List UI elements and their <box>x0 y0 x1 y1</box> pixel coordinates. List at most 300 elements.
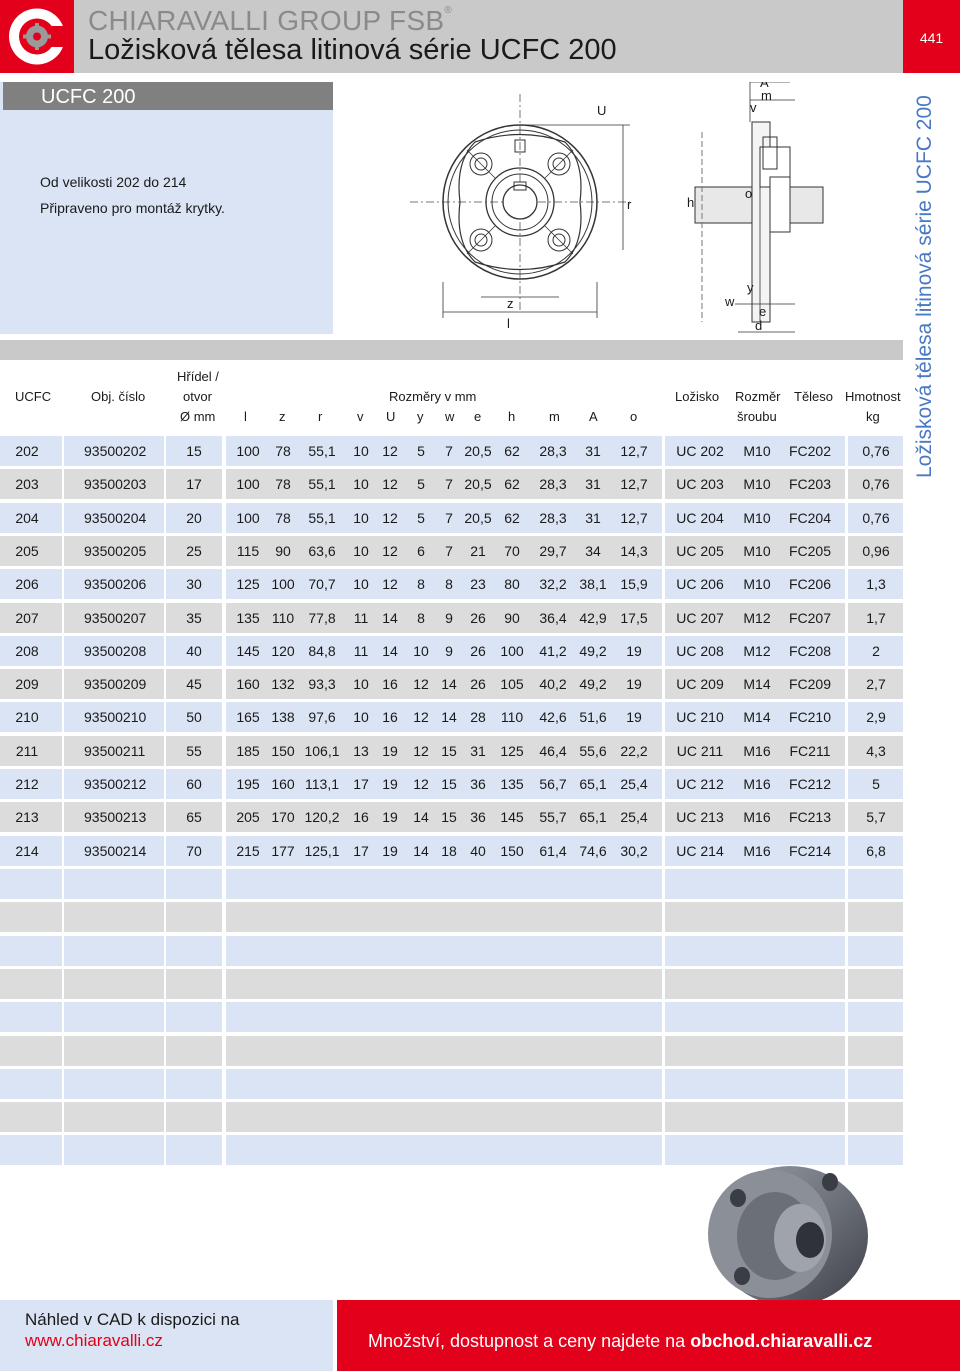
cell-dim-h: 150 <box>500 842 524 859</box>
cell-background <box>0 1002 62 1032</box>
cell-housing: FC211 <box>789 742 831 759</box>
label-h: h <box>687 195 695 210</box>
size-range-note: Od velikosti 202 do 214 <box>40 174 187 190</box>
cell-bolt-size: M10 <box>743 443 771 459</box>
cell-dim-w: 14 <box>441 676 457 693</box>
cell-dim-m: 36,4 <box>539 609 567 626</box>
cell-weight: 2,9 <box>866 709 886 726</box>
cell-bearing: UC 214 <box>676 842 724 859</box>
cell-bearing: UC 205 <box>676 542 724 559</box>
cell-ucfc: 205 <box>15 542 39 559</box>
cell-dim-e: 23 <box>470 576 486 593</box>
table-row <box>0 802 903 832</box>
cell-dim-U: 19 <box>382 742 398 759</box>
side-view <box>695 82 823 332</box>
cell-dim-l: 205 <box>236 809 260 826</box>
cell-dim-o: 30,2 <box>620 842 648 859</box>
cell-dim-m: 55,7 <box>539 809 567 826</box>
col-dim-z: z <box>279 409 286 424</box>
cell-background <box>166 969 222 999</box>
cell-dim-A: 42,9 <box>579 609 607 626</box>
cell-bolt-size: M14 <box>743 676 771 693</box>
cell-dim-e: 40 <box>470 842 486 859</box>
cell-housing: FC202 <box>788 443 832 459</box>
cell-ucfc: 213 <box>15 809 39 826</box>
cell-dim-w: 7 <box>445 509 453 526</box>
col-ucfc: UCFC <box>15 389 52 404</box>
cell-shaft-bore: 50 <box>186 709 202 726</box>
cell-dim-U: 12 <box>382 476 398 493</box>
cell-bolt-size: M12 <box>743 642 771 659</box>
cell-housing: FC209 <box>788 676 832 693</box>
table-row <box>0 636 903 666</box>
cell-background <box>0 936 62 966</box>
cell-dim-r: 106,1 <box>304 742 340 759</box>
page-number: 441 <box>903 0 960 73</box>
cell-dim-w: 15 <box>441 776 457 792</box>
cell-dim-w: 7 <box>445 542 453 559</box>
cell-dim-l: 145 <box>236 642 260 659</box>
cell-dim-l: 195 <box>236 776 260 792</box>
cell-dim-e: 20,5 <box>464 476 492 493</box>
cell-housing: FC206 <box>788 576 832 593</box>
cell-background <box>166 1102 222 1132</box>
col-rozmery: Rozměry v mm <box>389 389 477 404</box>
cell-shaft-bore: 15 <box>186 443 202 459</box>
cell-background <box>665 869 845 899</box>
header-band <box>0 340 903 360</box>
cell-housing: FC204 <box>788 509 832 526</box>
cell-dim-z: 160 <box>271 776 295 792</box>
cell-dim-l: 160 <box>236 676 260 693</box>
cell-background <box>226 869 662 899</box>
cell-background <box>226 1002 662 1032</box>
cell-dim-y: 10 <box>413 642 429 659</box>
cell-dim-A: 65,1 <box>579 776 607 792</box>
cell-bolt-size: M16 <box>743 742 771 759</box>
empty-row <box>0 936 903 966</box>
cell-order-number: 93500209 <box>84 676 147 693</box>
cell-dim-r: 97,6 <box>308 709 336 726</box>
label-y: y <box>747 280 754 295</box>
cell-background <box>226 1069 662 1099</box>
cell-shaft-bore: 65 <box>186 809 202 826</box>
cell-dim-o: 19 <box>626 709 642 726</box>
cell-background <box>848 969 903 999</box>
cell-background <box>665 936 845 966</box>
cell-shaft-bore: 17 <box>186 476 202 493</box>
cell-dim-z: 100 <box>271 576 295 593</box>
cell-housing: FC210 <box>788 709 832 726</box>
cell-order-number: 93500204 <box>84 509 147 526</box>
label-m: m <box>761 88 772 103</box>
cell-weight: 4,3 <box>866 742 886 759</box>
cell-background <box>226 902 662 932</box>
cell-dim-e: 26 <box>470 642 486 659</box>
cell-dim-z: 150 <box>271 742 295 759</box>
col-obj: Obj. číslo <box>91 389 146 404</box>
cell-dim-w: 7 <box>445 443 453 459</box>
cell-dim-e: 21 <box>470 542 486 559</box>
cell-dim-m: 46,4 <box>539 742 567 759</box>
cell-weight: 2,7 <box>866 676 886 693</box>
bearing-housing-photo <box>560 1158 903 1300</box>
cell-dim-h: 70 <box>504 542 520 559</box>
cell-order-number: 93500205 <box>84 542 147 559</box>
cell-housing: FC213 <box>788 809 832 826</box>
panel-title: UCFC 200 <box>3 82 333 110</box>
cell-ucfc: 203 <box>15 476 39 493</box>
cell-shaft-bore: 60 <box>186 776 202 792</box>
cell-dim-U: 16 <box>382 709 398 726</box>
cell-dim-v: 17 <box>353 842 369 859</box>
cell-dim-l: 100 <box>236 509 260 526</box>
cell-ucfc: 202 <box>15 443 39 459</box>
cell-dim-y: 8 <box>417 609 425 626</box>
label-v: v <box>750 100 757 115</box>
cell-dim-U: 19 <box>382 776 398 792</box>
cell-dim-o: 19 <box>626 676 642 693</box>
empty-row <box>0 1069 903 1099</box>
col-dim-h: h <box>508 409 516 424</box>
cell-dim-A: 49,2 <box>579 642 607 659</box>
cell-dim-A: 38,1 <box>579 576 607 593</box>
cell-weight: 1,3 <box>866 576 886 593</box>
cell-dim-h: 80 <box>504 576 520 593</box>
cell-order-number: 93500212 <box>84 776 147 792</box>
cell-dim-z: 78 <box>275 443 291 459</box>
cell-dim-v: 13 <box>353 742 369 759</box>
cell-dim-h: 62 <box>504 476 520 493</box>
cell-background <box>848 869 903 899</box>
cell-background <box>0 969 62 999</box>
cell-background <box>64 1135 164 1165</box>
cell-dim-A: 65,1 <box>579 809 607 826</box>
table-row <box>0 702 903 732</box>
cell-ucfc: 209 <box>15 676 39 693</box>
cell-dim-y: 14 <box>413 842 429 859</box>
cell-dim-r: 125,1 <box>304 842 340 859</box>
cell-background <box>665 1069 845 1099</box>
cell-dim-z: 110 <box>271 609 295 626</box>
cell-dim-e: 36 <box>470 776 486 792</box>
cell-dim-o: 25,4 <box>620 809 648 826</box>
cell-order-number: 93500211 <box>84 742 146 759</box>
cell-dim-r: 63,6 <box>308 542 336 559</box>
cell-background <box>0 902 62 932</box>
cell-dim-r: 77,8 <box>308 609 336 626</box>
cad-link[interactable]: www.chiaravalli.cz <box>25 1331 163 1350</box>
cell-weight: 0,96 <box>862 542 890 559</box>
empty-row <box>0 902 903 932</box>
cell-dim-U: 14 <box>382 609 398 626</box>
cell-dim-e: 31 <box>470 742 486 759</box>
cell-dim-A: 51,6 <box>579 709 607 726</box>
cell-weight: 0,76 <box>862 476 890 493</box>
cell-dim-U: 19 <box>382 809 398 826</box>
cell-dim-v: 10 <box>353 476 369 493</box>
cell-dim-h: 100 <box>500 642 524 659</box>
table-row <box>0 536 903 566</box>
table-row <box>0 836 903 866</box>
cell-dim-m: 28,3 <box>539 509 567 526</box>
cell-dim-z: 132 <box>271 676 295 693</box>
table-row <box>0 436 903 466</box>
cell-bearing: UC 208 <box>676 642 724 659</box>
cell-order-number: 93500214 <box>84 842 147 859</box>
cell-ucfc: 208 <box>15 642 39 659</box>
cell-dim-r: 55,1 <box>308 509 336 526</box>
cell-dim-y: 8 <box>417 576 425 593</box>
col-dim-v: v <box>357 409 364 424</box>
cell-bolt-size: M10 <box>743 542 771 559</box>
cell-dim-A: 49,2 <box>579 676 607 693</box>
cell-dim-o: 12,7 <box>620 443 648 459</box>
cell-background <box>848 1002 903 1032</box>
cell-dim-U: 19 <box>382 842 398 859</box>
col-hmotnost-line1: Hmotnost <box>845 389 901 404</box>
cell-background <box>848 1036 903 1066</box>
cell-ucfc: 211 <box>15 742 39 759</box>
cell-dim-v: 10 <box>353 576 369 593</box>
cell-shaft-bore: 70 <box>186 842 202 859</box>
cell-dim-z: 78 <box>275 476 291 493</box>
cell-background <box>226 936 662 966</box>
cell-shaft-bore: 45 <box>186 676 202 693</box>
cell-dim-z: 78 <box>275 509 291 526</box>
cell-shaft-bore: 20 <box>186 509 202 526</box>
cell-background <box>0 1102 62 1132</box>
empty-row <box>0 1036 903 1066</box>
cell-dim-w: 14 <box>441 709 457 726</box>
cell-dim-l: 135 <box>236 609 260 626</box>
cell-dim-m: 40,2 <box>539 676 567 693</box>
cell-dim-z: 90 <box>275 542 291 559</box>
col-teleso: Těleso <box>794 389 834 404</box>
cell-background <box>226 1036 662 1066</box>
cell-bearing: UC 207 <box>676 609 724 626</box>
cell-dim-v: 17 <box>353 776 369 792</box>
cell-bolt-size: M16 <box>743 809 771 826</box>
cell-bolt-size: M14 <box>743 709 771 726</box>
cell-dim-e: 36 <box>470 809 486 826</box>
cell-dim-h: 62 <box>504 509 520 526</box>
cell-dim-w: 15 <box>441 809 457 826</box>
cell-dim-m: 41,2 <box>539 642 567 659</box>
empty-row <box>0 869 903 899</box>
cell-background <box>64 1069 164 1099</box>
cad-text: Náhled v CAD k dispozici na <box>25 1310 240 1329</box>
cell-weight: 6,8 <box>866 842 886 859</box>
cell-dim-v: 11 <box>353 609 369 626</box>
cell-shaft-bore: 40 <box>186 642 202 659</box>
cell-background <box>64 869 164 899</box>
table-row <box>0 736 903 766</box>
cell-dim-h: 105 <box>500 676 524 693</box>
cell-dim-v: 11 <box>353 642 369 659</box>
cell-dim-m: 56,7 <box>539 776 567 792</box>
cell-dim-e: 20,5 <box>464 443 492 459</box>
cell-background <box>64 969 164 999</box>
col-lozisko: Ložisko <box>675 389 720 404</box>
cell-background <box>0 1036 62 1066</box>
cell-dim-l: 100 <box>236 476 260 493</box>
cell-ucfc: 212 <box>15 776 39 792</box>
col-hmotnost-line2: kg <box>866 409 880 424</box>
label-o: o <box>745 186 753 201</box>
cell-housing: FC208 <box>788 642 832 659</box>
cell-background <box>0 869 62 899</box>
cover-ready-note: Připraveno pro montáž krytky. <box>40 200 225 216</box>
label-d: d <box>755 318 763 333</box>
empty-row <box>0 1102 903 1132</box>
cell-shaft-bore: 35 <box>186 609 202 626</box>
cell-background <box>166 869 222 899</box>
cell-dim-y: 12 <box>413 709 429 726</box>
cell-bearing: UC 203 <box>676 476 724 493</box>
cell-dim-o: 14,3 <box>620 542 648 559</box>
cell-bolt-size: M16 <box>743 776 771 792</box>
cell-dim-r: 113,1 <box>305 776 339 792</box>
cell-dim-h: 125 <box>500 742 524 759</box>
cell-dim-l: 115 <box>236 542 260 559</box>
cell-housing: FC203 <box>788 476 832 493</box>
col-dim-l: l <box>244 409 247 424</box>
cell-bearing: UC 212 <box>676 776 724 792</box>
cell-background <box>166 936 222 966</box>
side-title: Ložisková tělesa litinová série UCFC 200 <box>913 95 936 478</box>
cell-bolt-size: M10 <box>743 476 771 493</box>
col-rozmer-line2: šroubu <box>737 409 777 424</box>
cell-ucfc: 204 <box>15 509 39 526</box>
cell-background <box>64 936 164 966</box>
empty-row <box>0 969 903 999</box>
chiaravalli-logo-icon <box>0 0 74 73</box>
cell-bolt-size: M10 <box>743 509 771 526</box>
cell-background <box>848 936 903 966</box>
cell-dim-m: 28,3 <box>539 476 567 493</box>
cell-weight: 5 <box>872 776 880 792</box>
label-U: U <box>597 103 607 118</box>
col-dim-r: r <box>318 409 323 424</box>
cell-dim-y: 14 <box>413 809 429 826</box>
cell-order-number: 93500202 <box>84 443 147 459</box>
cell-dim-h: 110 <box>500 709 524 726</box>
cell-dim-e: 26 <box>470 676 486 693</box>
cell-housing: FC212 <box>788 776 832 792</box>
cell-dim-r: 55,1 <box>308 476 336 493</box>
cell-dim-A: 34 <box>585 542 601 559</box>
cell-dim-w: 8 <box>445 576 453 593</box>
table-row <box>0 669 903 699</box>
cell-background <box>848 1069 903 1099</box>
col-hridel-line2: otvor <box>183 389 212 404</box>
cell-dim-z: 177 <box>271 842 295 859</box>
shop-link[interactable]: obchod.chiaravalli.cz <box>690 1331 873 1351</box>
cell-bearing: UC 209 <box>676 676 724 693</box>
cell-background <box>665 902 845 932</box>
cell-dim-e: 28 <box>470 709 486 726</box>
page-title: Ložisková tělesa litinová série UCFC 200 <box>88 34 617 66</box>
cell-dim-v: 16 <box>353 809 369 826</box>
cell-background <box>166 1135 222 1165</box>
cell-dim-z: 120 <box>271 642 295 659</box>
cell-order-number: 93500207 <box>84 609 147 626</box>
cell-bearing: UC 210 <box>676 709 724 726</box>
cell-ucfc: 214 <box>15 842 39 859</box>
cell-dim-m: 28,3 <box>539 443 567 459</box>
cell-dim-h: 90 <box>504 609 520 626</box>
cell-dim-m: 61,4 <box>539 842 567 859</box>
cell-weight: 0,76 <box>862 509 890 526</box>
label-z: z <box>507 296 514 311</box>
cell-background <box>665 1036 845 1066</box>
cell-dim-A: 31 <box>585 443 601 459</box>
cell-dim-w: 9 <box>445 642 453 659</box>
cell-dim-e: 26 <box>470 609 486 626</box>
cell-dim-y: 12 <box>413 676 429 693</box>
cell-background <box>64 902 164 932</box>
label-e: e <box>759 304 767 319</box>
cell-dim-h: 62 <box>504 443 520 459</box>
cell-dim-z: 170 <box>271 809 295 826</box>
cell-dim-m: 42,6 <box>539 709 567 726</box>
cell-dim-r: 84,8 <box>308 642 336 659</box>
cell-dim-y: 6 <box>417 542 425 559</box>
empty-row <box>0 1002 903 1032</box>
col-dim-w: w <box>445 409 455 424</box>
cell-dim-U: 16 <box>382 676 398 693</box>
cell-dim-l: 165 <box>236 709 260 726</box>
cell-dim-A: 31 <box>585 509 601 526</box>
promo-text: Množství, dostupnost a ceny najdete na obchod.chiaravalli.cz <box>368 1331 873 1351</box>
cell-dim-y: 12 <box>413 742 429 759</box>
cell-dim-o: 25,4 <box>620 776 648 792</box>
cell-background <box>848 902 903 932</box>
cell-bearing: UC 204 <box>676 509 724 526</box>
cell-weight: 5,7 <box>866 809 886 826</box>
cell-weight: 2 <box>872 642 880 659</box>
cell-bolt-size: M12 <box>743 609 771 626</box>
cell-dim-U: 12 <box>382 542 398 559</box>
technical-drawing <box>335 82 905 340</box>
col-dim-e: e <box>474 409 482 424</box>
cell-dim-U: 12 <box>382 576 398 593</box>
cell-ucfc: 210 <box>15 709 39 726</box>
cell-dim-w: 9 <box>445 609 453 626</box>
cell-shaft-bore: 25 <box>186 542 202 559</box>
cell-dim-o: 22,2 <box>620 742 648 759</box>
cell-dim-U: 12 <box>382 443 398 459</box>
cell-order-number: 93500208 <box>84 642 147 659</box>
cell-ucfc: 206 <box>15 576 39 593</box>
cell-background <box>166 1002 222 1032</box>
cell-dim-A: 74,6 <box>579 842 607 859</box>
cell-dim-h: 145 <box>500 809 524 826</box>
cell-dim-l: 215 <box>236 842 260 859</box>
col-dim-o: o <box>630 409 638 424</box>
label-r: r <box>627 197 632 212</box>
cell-dim-y: 5 <box>417 509 425 526</box>
brand-name: CHIARAVALLI GROUP FSB® <box>88 5 453 36</box>
col-dim-A: A <box>589 409 598 424</box>
cell-dim-z: 138 <box>271 709 295 726</box>
cell-background <box>226 969 662 999</box>
cell-dim-e: 20,5 <box>464 509 492 526</box>
cell-background <box>64 1002 164 1032</box>
cell-background <box>665 1002 845 1032</box>
cell-dim-o: 15,9 <box>620 576 648 593</box>
